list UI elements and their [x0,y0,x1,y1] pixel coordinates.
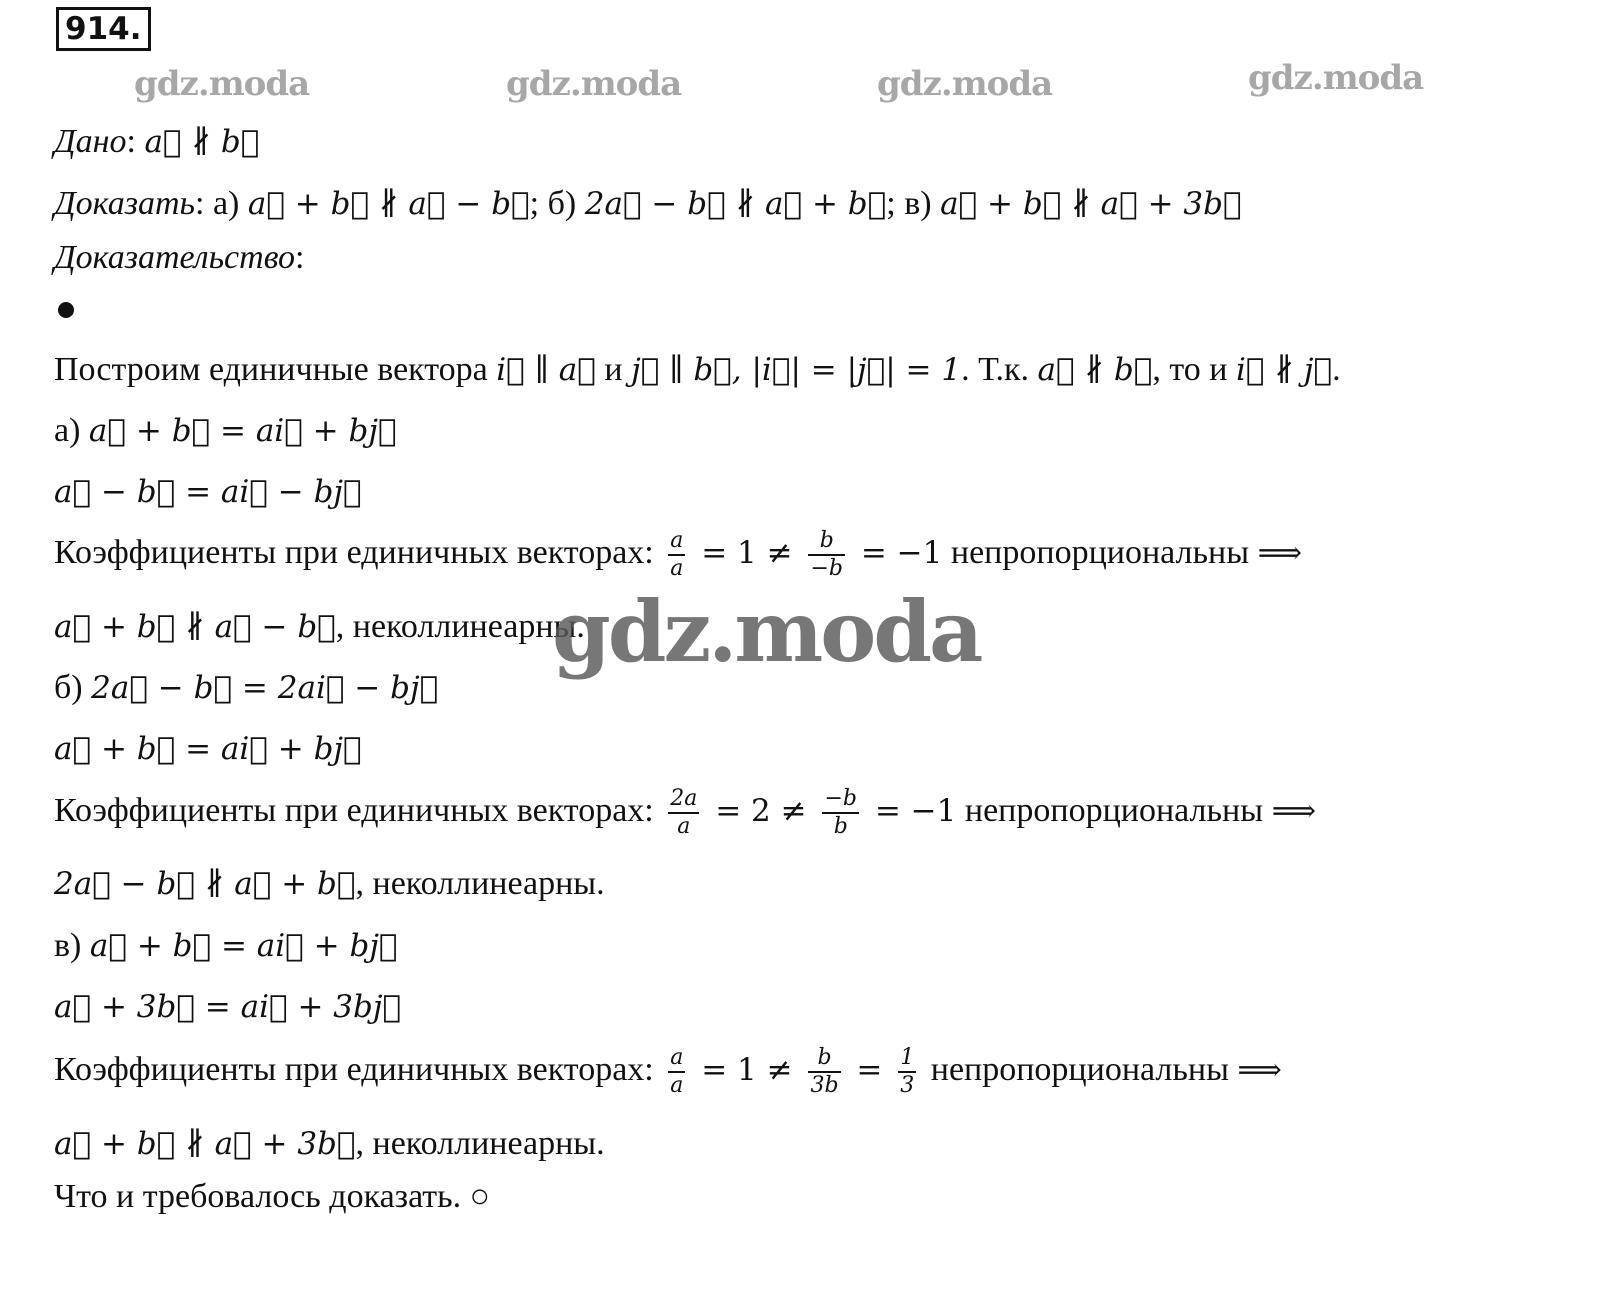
prove-sep: : [194,185,205,222]
prove-a-label: а) [204,185,248,222]
intro-line [54,350,1341,390]
intro-text-5: . [1332,351,1341,388]
part-c-nonprop: непропорциональны [922,1050,1238,1088]
part-a-coef-text: Коэффициенты при единичных векторах: [54,533,663,571]
part-b-concl-math: 2a⃗ − b⃗ ∦ a⃗ + b⃗ [54,866,356,902]
part-b-frac-1-den: a [677,814,691,839]
part-c-frac-2 [808,1045,840,1099]
prove-b-label: ; б) [529,185,585,222]
prove-a-expr: a⃗ + b⃗ ∦ a⃗ − b⃗ [247,186,530,222]
part-c-label: в) [54,927,90,964]
part-c-concl-text: , неколлинеарны. [355,1125,605,1162]
part-a-eq-1: a⃗ + b⃗ = ai⃗ + bj⃗ [88,413,397,449]
part-a-coef-line [54,528,1302,582]
watermark-2: gdz.moda [506,64,682,104]
part-a-nonprop: непропорциональны [942,533,1258,571]
proof-sep: : [295,239,305,276]
part-c-frac-1 [668,1045,685,1099]
watermark-1: gdz.moda [134,64,310,104]
part-a-frac-2-den: −b [810,556,843,581]
part-c-line-1 [54,926,398,966]
prove-line [54,184,1242,224]
part-a-frac-2-num: b [808,528,845,556]
part-b-tail: = −1 [865,792,957,829]
part-b-concl-text: , неколлинеарны. [355,865,605,902]
part-c-frac-2-num: b [808,1045,840,1073]
part-a-arrow: ⟹ [1257,534,1303,571]
part-b-line-1 [54,668,438,708]
qed-line: Что и требовалось доказать. ○ [54,1178,491,1215]
part-c-frac-1-den: a [670,1073,684,1098]
part-c-frac-3 [898,1045,916,1099]
given-expr: a⃗ ∦ b⃗ [144,124,260,160]
proof-line [54,238,304,278]
part-b-frac-1-num: 2a [668,786,699,814]
part-a-label: а) [54,412,89,449]
prove-label: Доказать [54,185,195,222]
part-a-eq-2: a⃗ − b⃗ = ai⃗ − bj⃗ [54,474,362,510]
given-sep: : [126,123,136,160]
intro-math-2: j⃗ ∥ b⃗, |i⃗| = |j⃗| = 1 [631,352,962,388]
intro-text-1: Построим единичные вектора [54,351,497,388]
intro-text-2: и [595,351,632,388]
watermark-center: gdz.moda [552,582,981,681]
watermark-3: gdz.moda [877,64,1053,104]
part-b-frac-2-num: −b [822,786,859,814]
part-b-frac-1 [668,786,699,840]
part-c-coef-line [54,1045,1282,1099]
problem-number: 914. [56,7,151,51]
part-c-frac-2-den: 3b [810,1073,839,1098]
part-a-tail: = −1 [851,534,943,571]
part-c-frac-3-num: 1 [898,1045,916,1073]
part-a-conclusion [54,607,585,647]
part-b-frac-2-den: b [833,814,848,839]
part-a-concl-math: a⃗ + b⃗ ∦ a⃗ − b⃗ [54,609,336,645]
part-a-concl-text: , неколлинеарны. [335,608,585,645]
part-c-coef-text: Коэффициенты при единичных векторах: [54,1050,663,1088]
part-c-frac-3-den: 3 [900,1073,915,1098]
part-b-nonprop: непропорциональны [956,791,1272,829]
given-line [54,122,259,162]
prove-c-expr: a⃗ + b⃗ ∦ a⃗ + 3b⃗ [940,186,1242,222]
part-c-line-2 [54,987,401,1027]
part-c-eq-2: a⃗ + 3b⃗ = ai⃗ + 3bj⃗ [54,989,402,1025]
part-b-eq-1: 2a⃗ − b⃗ = 2ai⃗ − bj⃗ [91,670,439,706]
intro-math-1: i⃗ ∥ a⃗ [496,352,596,388]
part-c-arrow: ⟹ [1237,1051,1282,1088]
part-a-line-1 [54,411,397,451]
prove-c-label: ; в) [886,185,941,222]
bullet-point [58,302,74,318]
part-c-frac-1-num: a [668,1045,685,1073]
part-b-coef-text: Коэффициенты при единичных векторах: [54,791,663,829]
prove-b-expr: 2a⃗ − b⃗ ∦ a⃗ + b⃗ [584,186,887,222]
part-b-line-2 [54,729,362,769]
part-a-mid: = 1 ≠ [691,534,803,571]
part-b-label: б) [54,669,92,706]
part-a-frac-1 [668,528,685,582]
part-a-frac-2 [808,528,845,582]
part-c-concl-math: a⃗ + b⃗ ∦ a⃗ + 3b⃗ [54,1126,356,1162]
given-label: Дано [54,123,127,160]
part-b-arrow: ⟹ [1271,792,1317,829]
part-c-eq-1: a⃗ + b⃗ = ai⃗ + bj⃗ [89,928,398,964]
part-b-coef-line [54,786,1316,840]
intro-math-3: a⃗ ∦ b⃗ [1037,352,1153,388]
intro-text-4: , то и [1152,351,1236,388]
part-c-conclusion [54,1124,605,1164]
part-b-eq-2: a⃗ + b⃗ = ai⃗ + bj⃗ [54,731,362,767]
part-b-conclusion [54,864,605,904]
proof-label: Доказательство [54,239,296,276]
part-b-mid: = 2 ≠ [705,792,817,829]
part-c-eq: = [846,1051,893,1088]
intro-math-4: i⃗ ∦ j⃗ [1235,352,1333,388]
watermark-4: gdz.moda [1248,58,1424,98]
part-c-mid: = 1 ≠ [691,1051,803,1088]
part-a-line-2 [54,472,362,512]
intro-text-3: . Т.к. [961,351,1038,388]
part-b-frac-2 [822,786,859,840]
part-a-frac-1-den: a [670,556,684,581]
part-a-frac-1-num: a [668,528,685,556]
